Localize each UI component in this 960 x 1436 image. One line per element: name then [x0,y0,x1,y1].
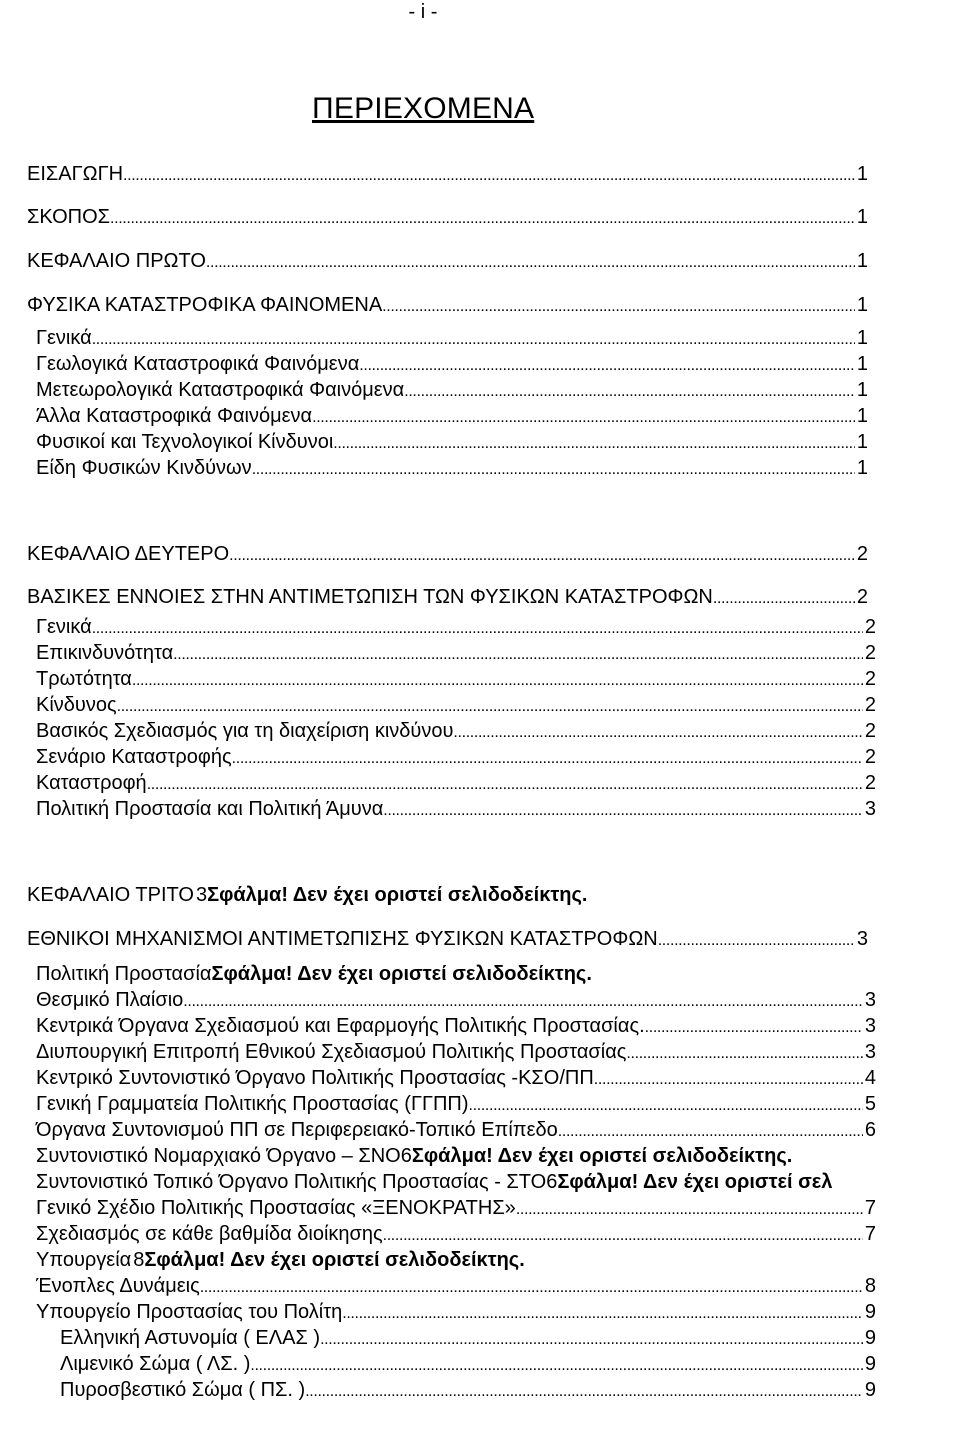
dot-leader [200,1273,863,1301]
toc-entry[interactable] [36,640,876,666]
toc-entry-label: Πυροσβεστικό Σώμα ( ΠΣ. ) [60,1379,306,1401]
toc-entry-page: 2 [864,642,876,664]
toc-entry-label: Κεντρικά Όργανα Σχεδιασμού και Εφαρμογής Πολιτικής Προστασίας. [36,1015,645,1037]
dot-leader [453,718,862,746]
toc-entry-label: ΣΚΟΠΟΣ [27,206,111,228]
toc-entry-label: Συντονιστικό Τοπικό Όργανο Πολιτικής Προστασίας - ΣΤΟ [36,1171,547,1193]
toc-entry-label: Επικινδυνότητα [36,642,174,664]
toc-entry-label: Γενικά [36,616,92,638]
toc-entry-label: Συντονιστικό Νομαρχιακό Όργανο – ΣΝΟ [36,1145,401,1167]
dot-leader [383,1221,863,1249]
toc-entry-page: 8 [864,1275,876,1297]
toc-entry[interactable] [36,1299,876,1325]
bookmark-error-text: Σφάλμα! Δεν έχει οριστεί σελιδοδείκτης. [211,963,592,985]
toc-entry-label: Ένοπλες Δυνάμεις [36,1275,200,1297]
toc-entry-label: ΚΕΦΑΛΑΙΟ ΤΡΙΤΟ [27,884,194,906]
bookmark-error-text: Σφάλμα! Δεν έχει οριστεί σελιδοδείκτης. [207,884,588,906]
toc-entry[interactable] [36,1273,876,1299]
page-title: ΠΕΡΙΕΧΟΜΕΝΑ [312,92,535,125]
toc-entry-page: 7 [864,1223,876,1245]
toc-entry-page: 3 [856,928,868,950]
dot-leader [312,403,855,431]
dot-leader [232,744,863,772]
dot-leader [645,1013,863,1041]
toc-entry[interactable] [36,325,868,351]
toc-entry[interactable] [36,351,868,377]
toc-entry-page: 5 [864,1093,876,1115]
dot-leader [132,666,863,694]
dot-leader [117,692,863,720]
toc-entry-label: Είδη Φυσικών Κινδύνων [36,457,252,479]
toc-entry-page: 1 [856,327,868,349]
toc-entry-page: 3 [864,989,876,1011]
toc-entry-label: ΦΥΣΙΚΑ ΚΑΤΑΣΤΡΟΦΙΚΑ ΦΑΙΝΟΜΕΝΑ [27,294,383,316]
toc-entry-page: 4 [864,1067,876,1089]
toc-entry-label: Φυσικοί και Τεχνολογικοί Κίνδυνοι [36,431,334,453]
toc-entry[interactable] [36,961,592,987]
toc-entry-label: Πολιτική Προστασία [36,963,212,985]
toc-entry[interactable] [27,882,588,908]
toc-entry[interactable] [36,455,868,481]
dot-leader [359,351,855,379]
toc-entry-page: 6 [864,1119,876,1141]
bookmark-error-text: Σφάλμα! Δεν έχει οριστεί σελιδοδείκτης. [411,1145,793,1167]
toc-entry[interactable] [36,614,876,640]
toc-entry-page: 2 [864,668,876,690]
toc-entry[interactable] [27,926,868,952]
dot-leader [713,584,855,612]
toc-entry-page: 1 [856,206,868,228]
toc-entry-page: 3 [195,884,208,906]
toc-entry-page: 7 [864,1197,876,1219]
toc-entry-page: 1 [856,163,868,185]
toc-entry-page: 2 [856,586,868,608]
toc-entry[interactable] [36,744,876,770]
toc-entry[interactable] [36,377,868,403]
toc-entry-label: Βασικός Σχεδιασμός για τη διαχείριση κινδύνου [36,720,454,742]
toc-entry-label: Πολιτική Προστασία και Πολιτική Άμυνα [36,798,384,820]
bookmark-error-text: Σφάλμα! Δεν έχει οριστεί σελιδοδείκτης. [144,1249,525,1271]
dot-leader [333,429,855,457]
toc-entry-label: Σχεδιασμός σε κάθε βαθμίδα διοίκησης [36,1223,383,1245]
toc-entry-label: Κίνδυνος [36,694,117,716]
toc-entry-label: Γενικά [36,327,92,349]
toc-entry-page: 3 [864,798,876,820]
toc-entry[interactable] [36,1117,876,1143]
toc-entry[interactable] [36,1143,960,1169]
toc-entry-page: 3 [864,1041,876,1063]
toc-entry[interactable] [60,1325,876,1351]
toc-entry-label: Όργανα Συντονισμού ΠΠ σε Περιφερειακό-Τοπικό Επίπεδο [36,1119,558,1141]
toc-entry[interactable] [36,403,868,429]
dot-leader [110,204,855,232]
toc-entry-page: 6 [400,1145,412,1167]
toc-entry-label: ΚΕΦΑΛΑΙΟ ΠΡΩΤΟ [27,250,206,272]
dot-leader [206,248,855,276]
toc-entry-page: 9 [864,1301,876,1323]
toc-entry[interactable] [36,666,876,692]
dot-leader [342,1299,863,1327]
toc-entry[interactable] [27,541,868,567]
toc-entry[interactable] [36,692,876,718]
toc-entry-label: Μετεωρολογικά Καταστροφικά Φαινόμενα [36,379,405,401]
toc-entry-page: 1 [856,379,868,401]
toc-entry-page: 3 [864,1015,876,1037]
dot-leader [92,325,855,353]
toc-entry-page: 1 [856,250,868,272]
toc-entry-label: Υπουργεία [36,1249,132,1271]
toc-entry[interactable] [27,204,868,230]
toc-entry[interactable] [36,1039,876,1065]
dot-leader [147,770,863,798]
toc-entry-page: 9 [864,1327,876,1349]
toc-entry[interactable] [36,770,876,796]
toc-entry[interactable] [36,1221,876,1247]
toc-entry-label: Θεσμικό Πλαίσιο [36,989,184,1011]
toc-entry[interactable] [27,161,868,187]
bookmark-error-text: Σφάλμα! Δεν έχει οριστεί σελ [557,1171,833,1193]
dot-leader [383,796,863,824]
toc-entry[interactable] [36,796,876,822]
dot-leader [558,1117,863,1145]
toc-entry[interactable] [36,1091,876,1117]
toc-entry[interactable] [27,292,868,318]
toc-entry[interactable] [27,248,868,274]
dot-leader [250,1351,863,1379]
toc-entry[interactable] [36,1247,525,1273]
toc-entry-label: ΚΕΦΑΛΑΙΟ ΔΕΥΤΕΡΟ [27,543,230,565]
dot-leader [183,987,863,1015]
toc-entry-label: Υπουργείο Προστασίας του Πολίτη [36,1301,343,1323]
dot-leader [123,161,855,189]
dot-leader [173,640,863,668]
toc-entry-page: 1 [856,405,868,427]
dot-leader [516,1195,863,1223]
toc-entry-label: Γεωλογικά Καταστροφικά Φαινόμενα [36,353,360,375]
toc-entry-page: 1 [856,353,868,375]
toc-entry-label: Λιμενικό Σώμα ( ΛΣ. ) [60,1353,251,1375]
toc-entry[interactable] [27,584,868,610]
toc-entry[interactable] [36,987,876,1013]
toc-entry-label: Άλλα Καταστροφικά Φαινόμενα [36,405,313,427]
dot-leader [320,1325,863,1353]
toc-entry-label: Καταστροφή [36,772,147,794]
toc-entry-page: 8 [133,1249,145,1271]
dot-leader [229,541,855,569]
toc-entry-label: ΒΑΣΙΚΕΣ ΕΝΝΟΙΕΣ ΣΤΗΝ ΑΝΤΙΜΕΤΩΠΙΣΗ ΤΩΝ ΦΥΣΙΚΩΝ ΚΑΤΑΣΤΡΟΦΩΝ [27,586,713,608]
dot-leader [252,455,855,483]
toc-entry[interactable] [36,429,868,455]
dot-leader [382,292,855,320]
page-number: - i - [408,1,438,23]
toc-entry-label: ΕΘΝΙΚΟΙ ΜΗΧΑΝΙΣΜΟΙ ΑΝΤΙΜΕΤΩΠΙΣΗΣ ΦΥΣΙΚΩΝ ΚΑΤΑΣΤΡΟΦΩΝ [27,928,658,950]
toc-entry[interactable] [36,1013,876,1039]
toc-entry-label: Κεντρικό Συντονιστικό Όργανο Πολιτικής Προστασίας -ΚΣΟ/ΠΠ [36,1067,594,1089]
toc-entry[interactable] [36,718,876,744]
toc-entry-page: 2 [864,694,876,716]
toc-entry[interactable] [60,1351,876,1377]
toc-entry-page: 2 [856,543,868,565]
toc-entry-page: 2 [864,616,876,638]
toc-entry[interactable] [36,1169,960,1195]
toc-entry-label: Γενικό Σχέδιο Πολιτικής Προστασίας «ΞΕΝΟΚΡΑΤΗΣ» [36,1197,516,1219]
toc-entry[interactable] [60,1377,876,1403]
toc-entry-page: 1 [856,294,868,316]
toc-entry-page: 2 [864,746,876,768]
toc-entry[interactable] [36,1065,876,1091]
dot-leader [305,1377,863,1405]
toc-entry-label: Διυπουργική Επιτροπή Εθνικού Σχεδιασμού Πολιτικής Προστασίας [36,1041,627,1063]
toc-entry[interactable] [36,1195,876,1221]
toc-entry-label: ΕΙΣΑΓΩΓΗ [27,163,124,185]
dot-leader [594,1065,863,1093]
toc-entry-page: 2 [864,720,876,742]
dot-leader [404,377,855,405]
toc-entry-label: Τρωτότητα [36,668,132,690]
dot-leader [658,926,855,954]
toc-entry-page: 2 [864,772,876,794]
toc-entry-page: 1 [856,457,868,479]
toc-entry-label: Σενάριο Καταστροφής [36,746,232,768]
toc-entry-page: 9 [864,1353,876,1375]
toc-entry-page: 6 [546,1171,558,1193]
dot-leader [92,614,863,642]
toc-entry-page: 1 [856,431,868,453]
dot-leader [469,1091,863,1119]
toc-entry-page: 9 [864,1379,876,1401]
toc-entry-label: Γενική Γραμματεία Πολιτικής Προστασίας (ΓΓΠΠ) [36,1093,469,1115]
dot-leader [626,1039,862,1067]
toc-entry-label: Ελληνική Αστυνομία ( ΕΛΑΣ ) [60,1327,321,1349]
